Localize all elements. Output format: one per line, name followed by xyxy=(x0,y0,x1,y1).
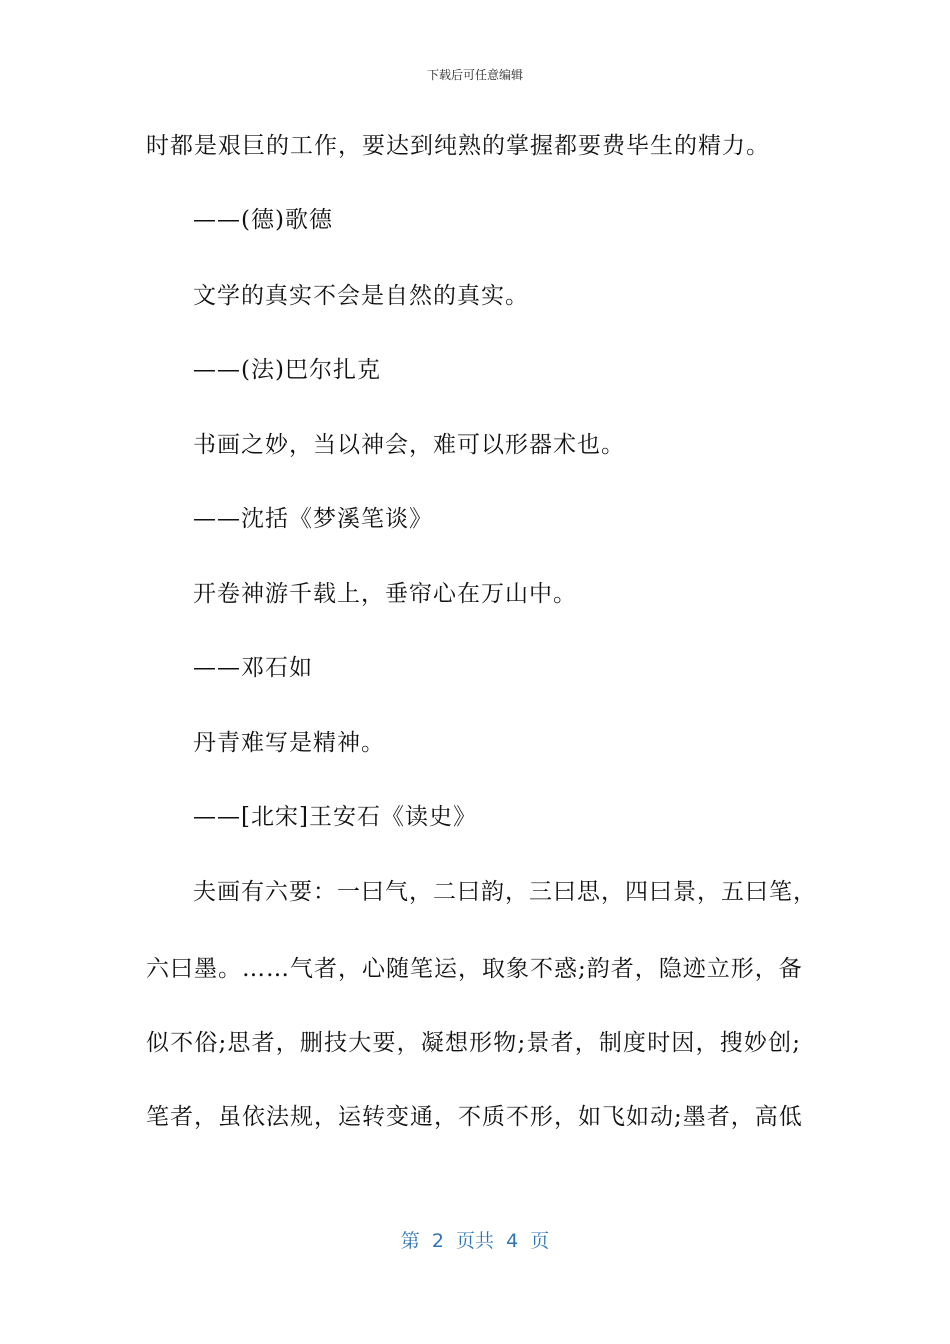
attribution-balzac: ——(法)巴尔扎克 xyxy=(193,357,381,383)
attribution-wanganshi: ——[北宋]王安石《读史》 xyxy=(193,804,477,830)
quote-line: 书画之妙，当以神会，难可以形器术也。 xyxy=(193,432,625,458)
quote-line: 开卷神游千载上，垂帘心在万山中。 xyxy=(193,581,577,607)
paragraph-line: 夫画有六要：一曰气，二曰韵，三曰思，四曰景，五曰笔， xyxy=(193,879,817,905)
text-line-1: 时都是艰巨的工作，要达到纯熟的掌握都要费毕生的精力。 xyxy=(146,133,770,159)
quote-line: 文学的真实不会是自然的真实。 xyxy=(193,283,529,309)
attribution-goethe: ——(德)歌德 xyxy=(193,207,333,233)
quote-line: 丹青难写是精神。 xyxy=(193,730,385,756)
page-number-footer: 第 2 页共 4 页 xyxy=(400,1230,550,1252)
attribution-shenkuo: ——沈括《梦溪笔谈》 xyxy=(193,506,433,532)
page-header: 下载后可任意编辑 xyxy=(426,68,523,82)
paragraph-line: 笔者，虽依法规，运转变通，不质不形，如飞如动;墨者，高低 xyxy=(146,1104,803,1130)
attribution-deng: ——邓石如 xyxy=(193,655,313,681)
paragraph-line: 似不俗;思者，删技大要，凝想形物;景者，制度时因，搜妙创; xyxy=(146,1030,801,1056)
paragraph-line: 六曰墨。……气者，心随笔运，取象不惑;韵者，隐迹立形，备 xyxy=(146,956,803,982)
